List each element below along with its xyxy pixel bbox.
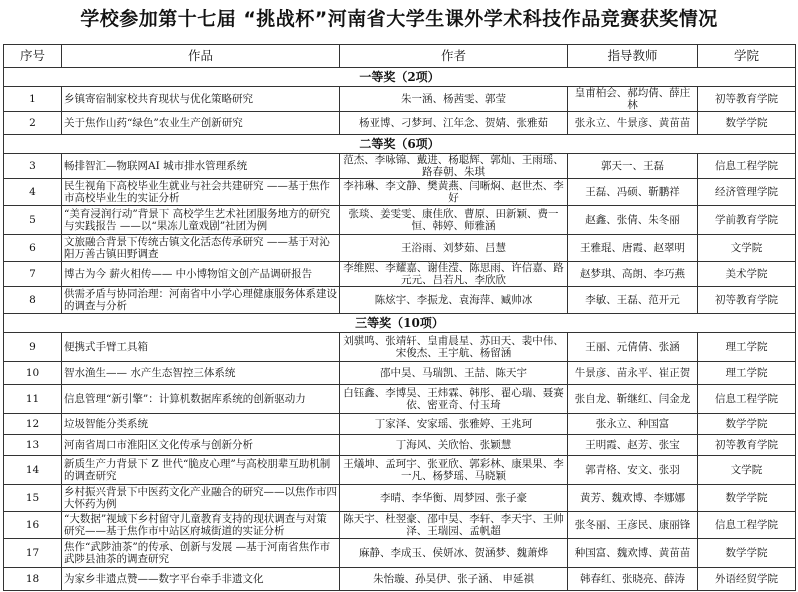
cell-college: 外语经贸学院 [698, 568, 796, 591]
cell-advisors: 张永立、牛景彦、黄苗苗 [568, 112, 698, 135]
header-authors: 作者 [340, 45, 568, 68]
cell-advisors: 李敏、王磊、范开元 [568, 287, 698, 314]
cell-authors: 丁海风、关欣怡、张颖慧 [340, 435, 568, 456]
cell-college: 初等教育学院 [698, 287, 796, 314]
cell-authors: 陈天宇、杜翌豪、邵中昊、李轩、李天宇、王帅泽、王瑞园、孟帆超 [340, 512, 568, 539]
table-row [4, 235, 796, 262]
cell-advisors: 牛景彦、苗永平、崔正贺 [568, 362, 698, 385]
cell-advisors: 郭青格、安文、张羽 [568, 456, 698, 485]
cell-no: 18 [4, 568, 62, 591]
cell-no: 4 [4, 179, 62, 206]
section-header-row [4, 68, 796, 87]
cell-advisors: 赵鑫、张倩、朱冬丽 [568, 206, 698, 235]
cell-no: 7 [4, 262, 62, 287]
cell-authors: 邵中昊、马瑞凯、王喆、陈天宇 [340, 362, 568, 385]
cell-work: 智水渔生—— 水产生态智控三体系统 [62, 362, 340, 385]
cell-college: 数学学院 [698, 539, 796, 568]
cell-work: 民生视角下高校毕业生就业与社会共建研究 ——基于焦作市高校毕业生的实证分析 [62, 179, 340, 206]
table-row [4, 362, 796, 385]
cell-authors: 麻静、李成玉、侯妍冰、贺涵梦、魏萧烨 [340, 539, 568, 568]
cell-work: 畅排智汇—物联网AI 城市排水管理系统 [62, 154, 340, 179]
table-row [4, 568, 796, 591]
cell-advisors: 王丽、元倩倩、张涵 [568, 333, 698, 362]
header-college: 学院 [698, 45, 796, 68]
table-row [4, 456, 796, 485]
table-row [4, 435, 796, 456]
cell-authors: 王浴雨、刘梦茹、吕慧 [340, 235, 568, 262]
table-row [4, 385, 796, 414]
table-row [4, 414, 796, 435]
cell-no: 6 [4, 235, 62, 262]
cell-advisors: 种国富、魏欢博、黄苗苗 [568, 539, 698, 568]
section-label: 二等奖（6项） [4, 135, 796, 154]
table-row [4, 539, 796, 568]
cell-authors: 丁家泽、安家瑶、张雅婷、王兆珂 [340, 414, 568, 435]
table-body [4, 68, 796, 591]
header-work: 作品 [62, 45, 340, 68]
cell-work: “美育浸润行动”背景下 高校学生艺术社团服务地方的研究与实践报告 ——以“果冻儿童戏剧”社团为例 [62, 206, 340, 235]
cell-college: 文学院 [698, 456, 796, 485]
cell-advisors: 王明霞、赵芳、张宝 [568, 435, 698, 456]
cell-college: 信息工程学院 [698, 385, 796, 414]
cell-authors: 朱一涵、杨茜雯、郭莹 [340, 87, 568, 112]
cell-no: 3 [4, 154, 62, 179]
cell-college: 数学学院 [698, 112, 796, 135]
table-row [4, 154, 796, 179]
cell-advisors: 王磊、冯硕、靳鹏祥 [568, 179, 698, 206]
table-row [4, 206, 796, 235]
cell-advisors: 张冬丽、王彦民、康丽锋 [568, 512, 698, 539]
cell-advisors: 张自龙、靳继红、闫金龙 [568, 385, 698, 414]
cell-no: 16 [4, 512, 62, 539]
cell-college: 学前教育学院 [698, 206, 796, 235]
cell-advisors: 黄芳、魏欢博、李娜娜 [568, 485, 698, 512]
table-row [4, 262, 796, 287]
cell-college: 美术学院 [698, 262, 796, 287]
cell-advisors: 王雅琨、唐霞、赵翠明 [568, 235, 698, 262]
section-header-row [4, 314, 796, 333]
cell-authors: 朱怡璇、孙昊伊、张子涵、 申延祺 [340, 568, 568, 591]
table-row [4, 87, 796, 112]
cell-no: 2 [4, 112, 62, 135]
cell-authors: 陈炫宇、李振龙、袁海萍、臧帅冰 [340, 287, 568, 314]
cell-advisors: 郭天一、王磊 [568, 154, 698, 179]
cell-authors: 李晴、李华衡、周梦园、张子豪 [340, 485, 568, 512]
cell-advisors: 赵梦琪、高朗、李巧燕 [568, 262, 698, 287]
cell-college: 数学学院 [698, 414, 796, 435]
cell-advisors: 张永立、种国富 [568, 414, 698, 435]
cell-college: 经济管理学院 [698, 179, 796, 206]
cell-college: 文学院 [698, 235, 796, 262]
cell-no: 5 [4, 206, 62, 235]
cell-college: 信息工程学院 [698, 154, 796, 179]
cell-work: 新质生产力背景下 Z 世代“脆皮心理”与高校朋辈互助机制 的调查研究 [62, 456, 340, 485]
header-no: 序号 [4, 45, 62, 68]
cell-work: 文旅融合背景下传统古镇文化活态传承研究 ——基于对沁阳万善古镇田野调查 [62, 235, 340, 262]
cell-authors: 范杰、李咏锦、戴进、杨聪辉、郭灿、王雨瑶、路春朝、朱琪 [340, 154, 568, 179]
table-row [4, 512, 796, 539]
cell-no: 10 [4, 362, 62, 385]
cell-work: 便携式手臂工具箱 [62, 333, 340, 362]
section-label: 三等奖（10项） [4, 314, 796, 333]
cell-college: 初等教育学院 [698, 87, 796, 112]
awards-table [3, 44, 796, 591]
cell-authors: 张琰、姜雯雯、康佳欣、曹原、田新颖、费一恒、韩婷、师雅涵 [340, 206, 568, 235]
cell-work: 乡镇寄宿制家校共育现状与优化策略研究 [62, 87, 340, 112]
cell-authors: 王燨坤、孟珂宇、张亚欣、郭彩林、康果果、李一凡、杨梦瑶、马晓颖 [340, 456, 568, 485]
cell-no: 8 [4, 287, 62, 314]
table-row [4, 179, 796, 206]
cell-no: 12 [4, 414, 62, 435]
cell-college: 理工学院 [698, 362, 796, 385]
cell-college: 初等教育学院 [698, 435, 796, 456]
cell-no: 15 [4, 485, 62, 512]
header-advisors: 指导教师 [568, 45, 698, 68]
cell-no: 17 [4, 539, 62, 568]
section-label: 一等奖（2项） [4, 68, 796, 87]
table-row [4, 112, 796, 135]
cell-work: 焦作“武陟油茶”的传承、创新与发展 —基于河南省焦作市武陟县油茶的调查研究 [62, 539, 340, 568]
cell-no: 14 [4, 456, 62, 485]
cell-work: 博古为今 薪火相传—— 中小博物馆文创产品调研报告 [62, 262, 340, 287]
cell-no: 11 [4, 385, 62, 414]
cell-authors: 刘骐鸣、张靖轩、皇甫晨星、苏田天、裴中伟、宋俊杰、王宇航、杨留涵 [340, 333, 568, 362]
cell-no: 9 [4, 333, 62, 362]
cell-advisors: 皇甫柏会、郝均倩、薛庄林 [568, 87, 698, 112]
page-title: 学校参加第十七届 “挑战杯”河南省大学生课外学术科技作品竞赛获奖情况 [80, 8, 718, 30]
header-row [4, 45, 796, 68]
cell-authors: 白钰鑫、李博昊、王炜霖、韩彤、翟心瑞、聂赛依、密亚奇、付玉琦 [340, 385, 568, 414]
cell-college: 理工学院 [698, 333, 796, 362]
table-row [4, 287, 796, 314]
cell-authors: 李维熙、李耀嘉、谢佳滢、陈思雨、许信嘉、路元元、吕若凡、李欣欣 [340, 262, 568, 287]
cell-advisors: 韩春红、张晓亮、薛涛 [568, 568, 698, 591]
cell-college: 数学学院 [698, 485, 796, 512]
section-header-row [4, 135, 796, 154]
cell-college: 信息工程学院 [698, 512, 796, 539]
cell-work: “大数据”视域下乡村留守儿童教育支持的现状调查与对策研究——基于焦作市中站区府城街道的实证分析 [62, 512, 340, 539]
cell-no: 13 [4, 435, 62, 456]
cell-authors: 杨亚博、刁梦珂、江年念、贺婧、张雅茹 [340, 112, 568, 135]
cell-work: 为家乡非遗点赞——数字平台牵手非遗文化 [62, 568, 340, 591]
cell-no: 1 [4, 87, 62, 112]
cell-authors: 李祎琳、李文静、樊黄燕、闫晰焖、赵世杰、李好 [340, 179, 568, 206]
table-row [4, 485, 796, 512]
cell-work: 乡村振兴背景下中医药文化产业融合的研究——以焦作市四大怀药为例 [62, 485, 340, 512]
cell-work: 垃圾智能分类系统 [62, 414, 340, 435]
cell-work: 关于焦作山药“绿色”农业生产创新研究 [62, 112, 340, 135]
cell-work: 供需矛盾与协同治理：河南省中小学心理健康服务体系建设的调查与分析 [62, 287, 340, 314]
cell-work: 河南省周口市淮阳区文化传承与创新分析 [62, 435, 340, 456]
cell-work: 信息管理“新引擎”：计算机数据库系统的创新驱动力 [62, 385, 340, 414]
table-row [4, 333, 796, 362]
